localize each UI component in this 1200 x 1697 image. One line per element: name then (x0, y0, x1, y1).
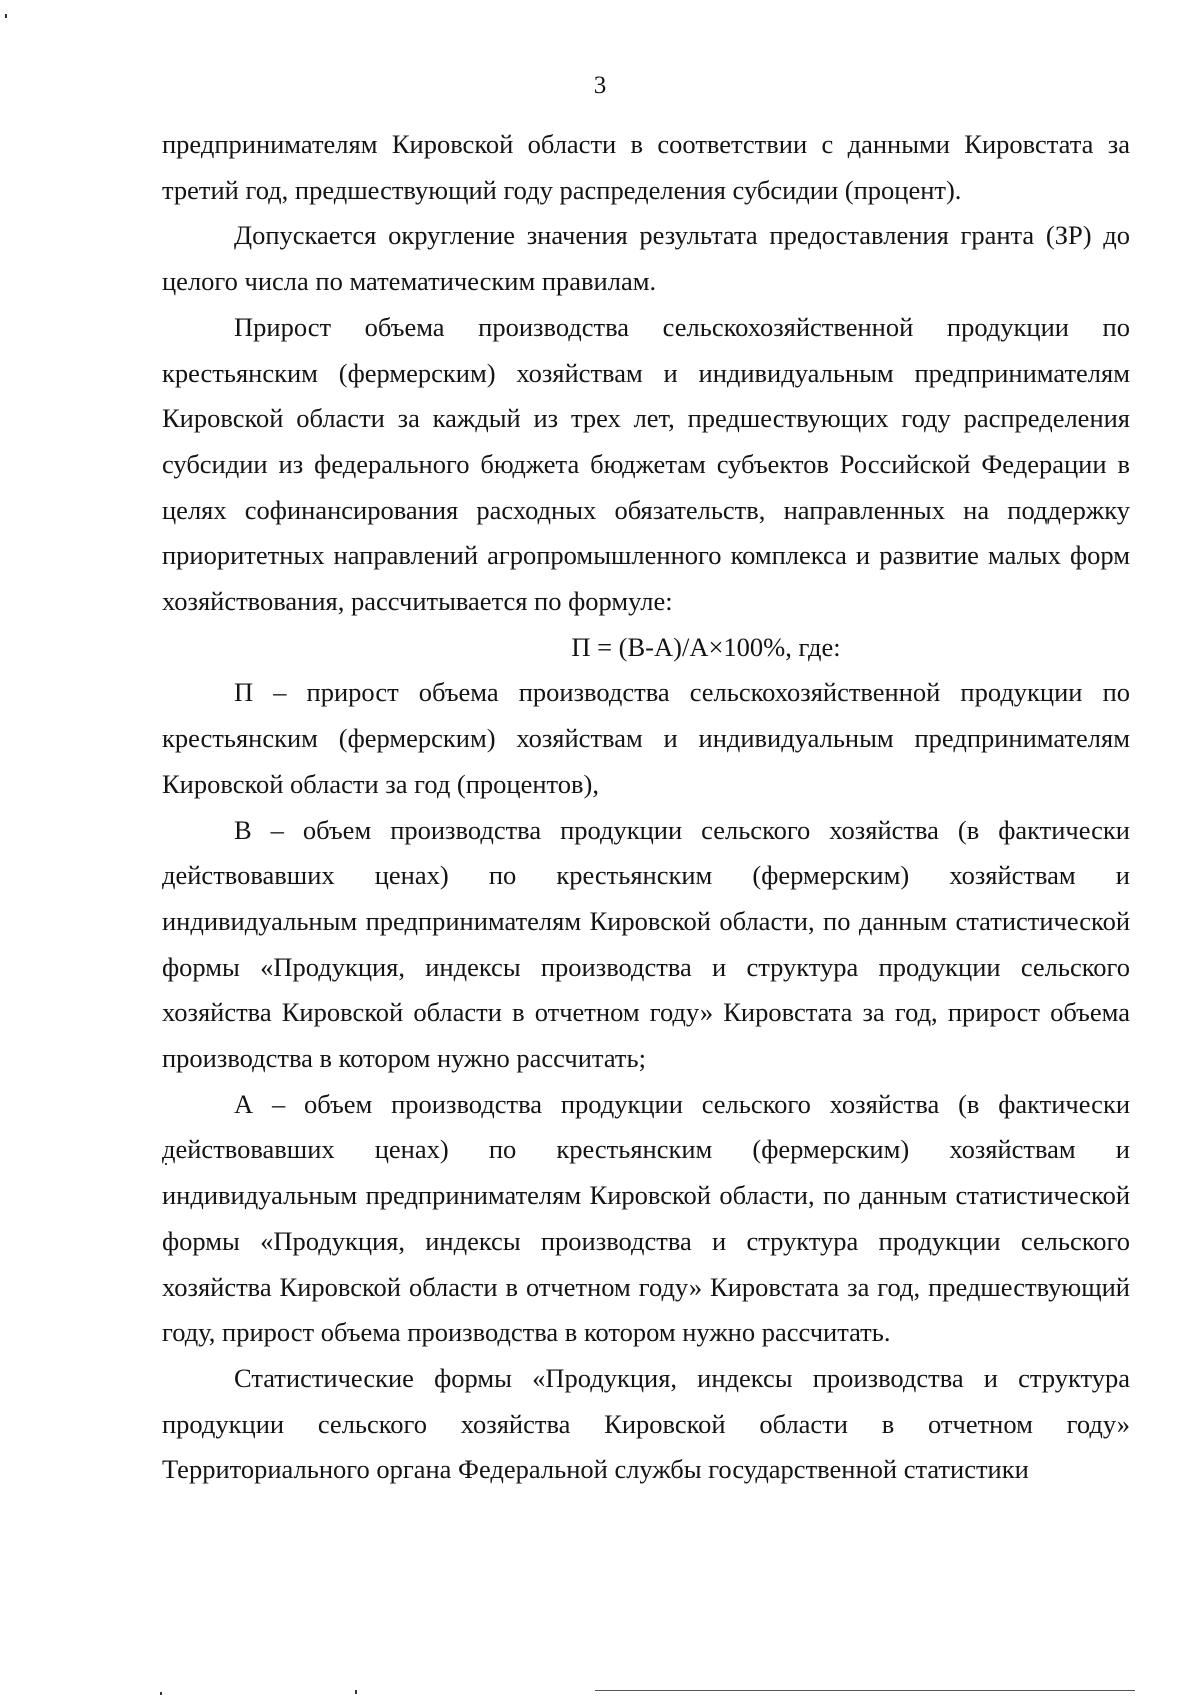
paragraph-continuation: предпринимателям Кировской области в соответствии с данными Кировстата за третий год, предшествующий году распределения субсидии (процент). (162, 129, 1130, 205)
scan-speck (355, 1690, 357, 1694)
paragraph-statistical-forms: Статистические формы «Продукция, индексы производства и структура продукции сельского хозяйства Кировской области в отчетном году» Территориального органа Федеральной службы государственной статистики (162, 1362, 1130, 1485)
scan-speck (160, 1692, 162, 1695)
growth-formula: П = (В-А)/А×100%, где: (571, 631, 841, 662)
paragraph-growth-definition: Прирост объема производства сельскохозяйственной продукции по крестьянским (фермерским) хозяйствам и индивидуальным предпринимателям Кировской области за каждый из трех лет, предшествующих году распределения субсидии из федерального бюджета бюджетам субъектов Российской Федерации в целях софинансирования расходных обязательств, направленных на поддержку приоритетных направлений агропромышленного комплекса и развитие малых форм хозяйствования, рассчитывается по формуле: (162, 311, 1130, 617)
paragraph-variable-a: А – объем производства продукции сельского хозяйства (в фактически действовавших ценах) по крестьянским (фермерским) хозяйствам и индивидуальным предпринимателям Кировской области, по данным статистической формы «Продукция, индексы производства и структура продукции сельского хозяйства Кировской области в отчетном году» Кировстата за год, предшествующий году, прирост объема производства в котором нужно рассчитать. (162, 1088, 1130, 1348)
paragraph-variable-p: П – прирост объема производства сельскохозяйственной продукции по крестьянским (фермерским) хозяйствам и индивидуальным предпринимателям Кировской области за год (процентов), (162, 677, 1130, 799)
paragraph-variable-v: В – объем производства продукции сельского хозяйства (в фактически действовавших ценах) по крестьянским (фермерским) хозяйствам и индивидуальным предпринимателям Кировской области, по данным статистической формы «Продукция, индексы производства и структура продукции сельского хозяйства Кировской области в отчетном году» Кировстата за год, прирост объема производства в котором нужно рассчитать; (162, 814, 1130, 1074)
document-body (162, 122, 1130, 1493)
scan-speck (5, 14, 7, 18)
paragraph-rounding: Допускается округление значения результата предоставления гранта (ЗР) до целого числа по математическим правилам. (162, 220, 1130, 297)
bottom-rule (595, 1690, 1135, 1691)
page-number: 3 (593, 72, 607, 99)
